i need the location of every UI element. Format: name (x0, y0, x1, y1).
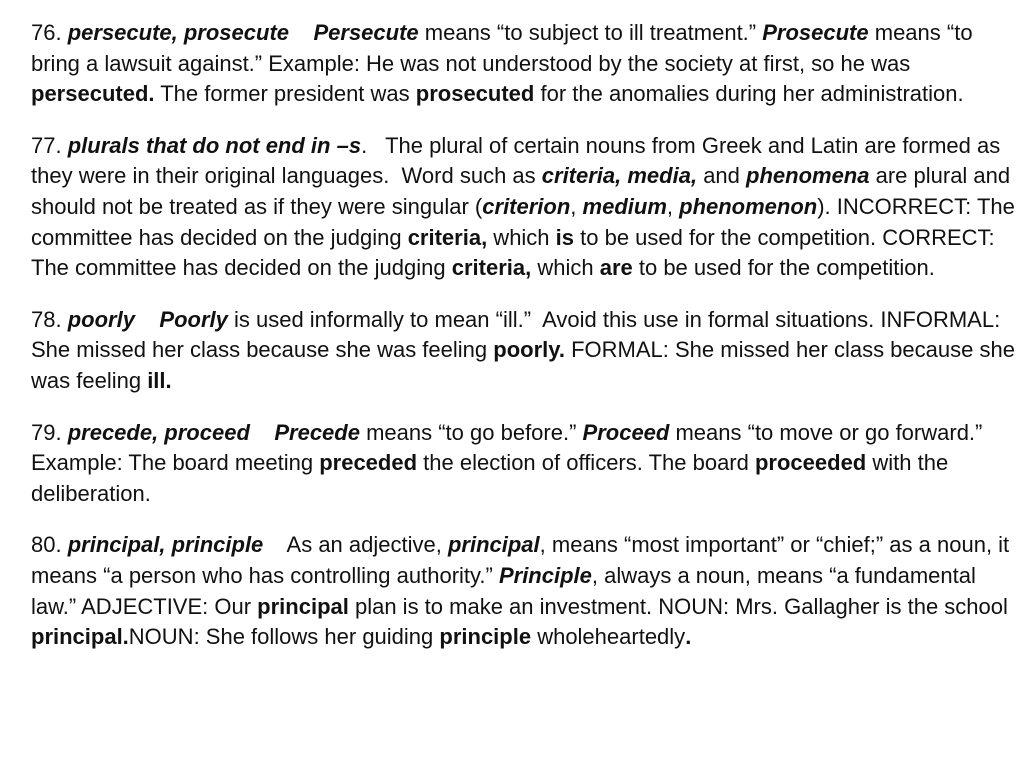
entry-text: , (570, 193, 583, 219)
entry-78 (31, 305, 1022, 397)
emphasized-term: medium (582, 193, 667, 219)
entry-text: wholeheartedly (531, 624, 686, 650)
entry-text: are plural and should not be treated as if they were singular ( (31, 163, 1017, 219)
emphasized-term: plurals that do not end in –s (67, 132, 362, 158)
emphasized-term: preceded (319, 450, 418, 476)
entry-text: NOUN: She follows her guiding (128, 624, 440, 650)
emphasized-term: Precede (274, 419, 360, 445)
emphasized-term: poorly. (493, 337, 565, 363)
emphasized-term: Principle (498, 562, 592, 588)
entry-text: with the deliberation. (31, 450, 955, 506)
entry-text: The former president was (154, 81, 416, 107)
emphasized-term: precede, proceed (67, 419, 250, 445)
emphasized-term: . (685, 624, 692, 650)
emphasized-term: persecute, prosecute (67, 20, 290, 45)
entry-text: , means “most important” or “chief;” as a noun, it means “a person who has controlling authority.” (31, 532, 1016, 588)
emphasized-term: principal. (31, 624, 129, 650)
emphasized-term: principal (447, 532, 540, 558)
entry-80 (31, 530, 1016, 652)
entry-text: which (531, 255, 600, 281)
emphasized-term: phenomena (746, 163, 870, 189)
entry-text: for the anomalies during her administration. (534, 81, 964, 107)
entry-text: which (487, 224, 556, 250)
emphasized-term: criterion (482, 193, 571, 219)
emphasized-term: Prosecute (762, 20, 869, 45)
entry-text: the election of officers. The board (417, 450, 755, 476)
entry-text: means “to subject to ill treatment.” (418, 20, 763, 45)
entry-text: , always a noun, means “a fundamental law.” ADJECTIVE: Our (31, 562, 983, 619)
emphasized-term: criteria, (451, 255, 532, 281)
entry-79 (31, 418, 1016, 510)
emphasized-term: criteria, (407, 224, 488, 250)
emphasized-term: prosecuted (415, 81, 535, 107)
emphasized-term: is (555, 224, 575, 250)
entry-text: . The plural of certain nouns from Greek and Latin are formed as they were in their original languages. Word such as (31, 132, 1007, 189)
emphasized-term: Persecute (313, 20, 419, 45)
entry-text: 76. (31, 20, 68, 45)
entry-text: FORMAL: She missed her class because she was feeling (31, 337, 1022, 393)
emphasized-term: poorly (67, 306, 135, 332)
emphasized-term: Poorly (159, 306, 228, 332)
entry-text: is used informally to mean “ill.” Avoid this use in formal situations. INFORMAL: She missed her class because she was feeling (31, 306, 1007, 363)
entry-text (250, 420, 274, 445)
entry-text: means “to move or go forward.” Example: The board meeting (31, 419, 989, 476)
entry-text: 78. (31, 306, 68, 332)
entry-text: 79. (31, 419, 68, 445)
emphasized-term: persecuted. (31, 81, 155, 107)
entry-text: 80. (31, 532, 68, 558)
entry-text: to be used for the competition. CORRECT: The committee has decided on the judging (31, 224, 1001, 281)
entry-text: and (697, 163, 747, 189)
emphasized-term: criteria, media, (541, 163, 698, 189)
entry-76 (31, 18, 1016, 110)
emphasized-term: proceeded (754, 450, 867, 476)
emphasized-term: principal (257, 593, 349, 619)
entry-text: means “to go before.” (359, 419, 583, 445)
emphasized-term: Proceed (582, 419, 670, 445)
entry-text: As an adjective, (263, 532, 448, 558)
entry-text: 77. (31, 132, 68, 158)
entry-text (135, 307, 159, 332)
entry-text: plan is to make an investment. NOUN: Mrs. Gallagher is the school (348, 593, 1015, 619)
emphasized-term: phenomenon (679, 193, 818, 219)
emphasized-term: are (599, 255, 633, 281)
entry-text: ). INCORRECT: The committee has decided on the judging (31, 193, 1021, 250)
emphasized-term: principal, principle (67, 532, 264, 558)
entry-77 (31, 131, 1021, 284)
emphasized-term: ill. (147, 367, 172, 393)
entry-text: , (666, 193, 680, 219)
emphasized-term: principle (439, 624, 532, 650)
entry-text (289, 20, 313, 45)
entry-text: to be used for the competition. (632, 255, 935, 281)
entry-text: means “to bring a lawsuit against.” Example: He was not understood by the society at first, so he was (31, 20, 979, 76)
